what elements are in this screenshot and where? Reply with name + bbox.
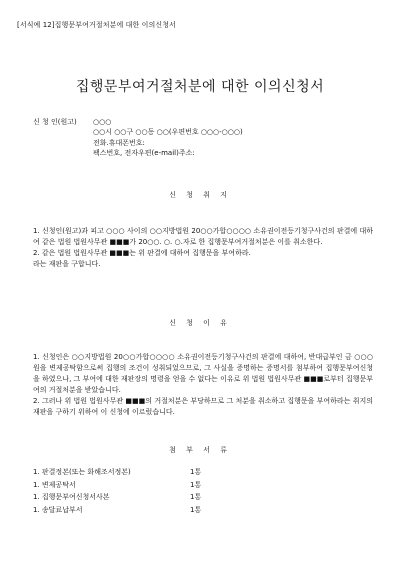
form-number-label: [서식예 12]집행문부여거절처분에 대한 이의신청서 (17, 21, 176, 29)
applicant-fax-email-row (33, 148, 243, 158)
applicant-name: ○○○ (93, 118, 112, 126)
attachment-qty: 1통 (190, 505, 202, 514)
purpose-paragraph-3: 라는 재판을 구합니다. (33, 260, 101, 268)
applicant-label: 신 청 인(원고) (33, 118, 77, 126)
attachment-name: 1. 집행문부여신청서사본 (33, 493, 110, 501)
reason-paragraph-2: 2. 그러나 위 법원 법원사무관 ■■■의 거절처분은 부당하므로 그 처분을 취소하고 집행문을 부여하라는 취지의 재판을 구하기 위하여 이 신청에 이르렀습니다. (33, 397, 373, 416)
applicant-fax-email: 팩스번호, 전자우편(e-mail)주소: (93, 149, 195, 158)
applicant-phone-row (33, 138, 243, 148)
reason-body (33, 352, 373, 418)
purpose-paragraph-2: 2. 같은 법원 법원사무관 ■■■는 위 판결에 대하여 집행문을 부여하라. (33, 249, 251, 257)
purpose-heading: 신 청 취 지 (169, 191, 231, 199)
purpose-paragraph-1: 1. 신청인(원고)과 피고 ○○○ 사이의 ○○지방법원 20○○가합○○○○ 소유권이전등기청구사건의 판결에 대하여 같은 법원 법원사무관 ■■■가 20○○. ○. ○.자로 한 집행문부여거절처분은 이를 취소한다. (33, 227, 373, 246)
attachments-list (33, 466, 201, 516)
applicant-address-row (33, 127, 243, 137)
reason-paragraph-1: 1. 신청인은 ○○지방법원 20○○가합○○○○ 소유권이전등기청구사건의 판결에 대하여, 반대급부인 금 ○○○원을 변제공탁함으로써 집행의 조건이 성취되었으므로, 그 사실을 증명하는 증명서를 첨부하여 집행문부여신청을 하였으나, 그 부여에 대한 재판장의 명령을 얻을 수 없다는 이유로 위 법원 법원사무관 ■■■로부터 집행문부여의 거절처분을 받았습니다. (33, 353, 373, 394)
attachment-item (33, 479, 201, 492)
attachment-item (33, 504, 201, 517)
attachment-item (33, 466, 201, 479)
applicant-name-row (33, 117, 243, 127)
reason-heading: 신 청 이 유 (169, 319, 231, 327)
applicant-address: ○○시 ○○구 ○○동 ○○(우편번호 ○○○-○○○) (93, 128, 243, 137)
attachment-qty: 1통 (190, 468, 202, 476)
attachment-name: 1. 판결정본(또는 화해조서정본) (33, 468, 131, 476)
applicant-phone: 전화.휴대폰번호: (93, 138, 145, 147)
purpose-body (33, 226, 373, 270)
document-title: 집행문부여거절처분에 대한 이의신청서 (75, 79, 325, 95)
attachments-heading: 첨 부 서 류 (169, 446, 231, 454)
attachment-qty: 1통 (190, 493, 202, 501)
attachment-name: 1. 송달료납부서 (33, 505, 83, 514)
attachment-qty: 1통 (190, 480, 202, 489)
attachment-item (33, 491, 201, 504)
applicant-block (33, 117, 243, 159)
attachment-name: 1. 변제공탁서 (33, 480, 76, 489)
